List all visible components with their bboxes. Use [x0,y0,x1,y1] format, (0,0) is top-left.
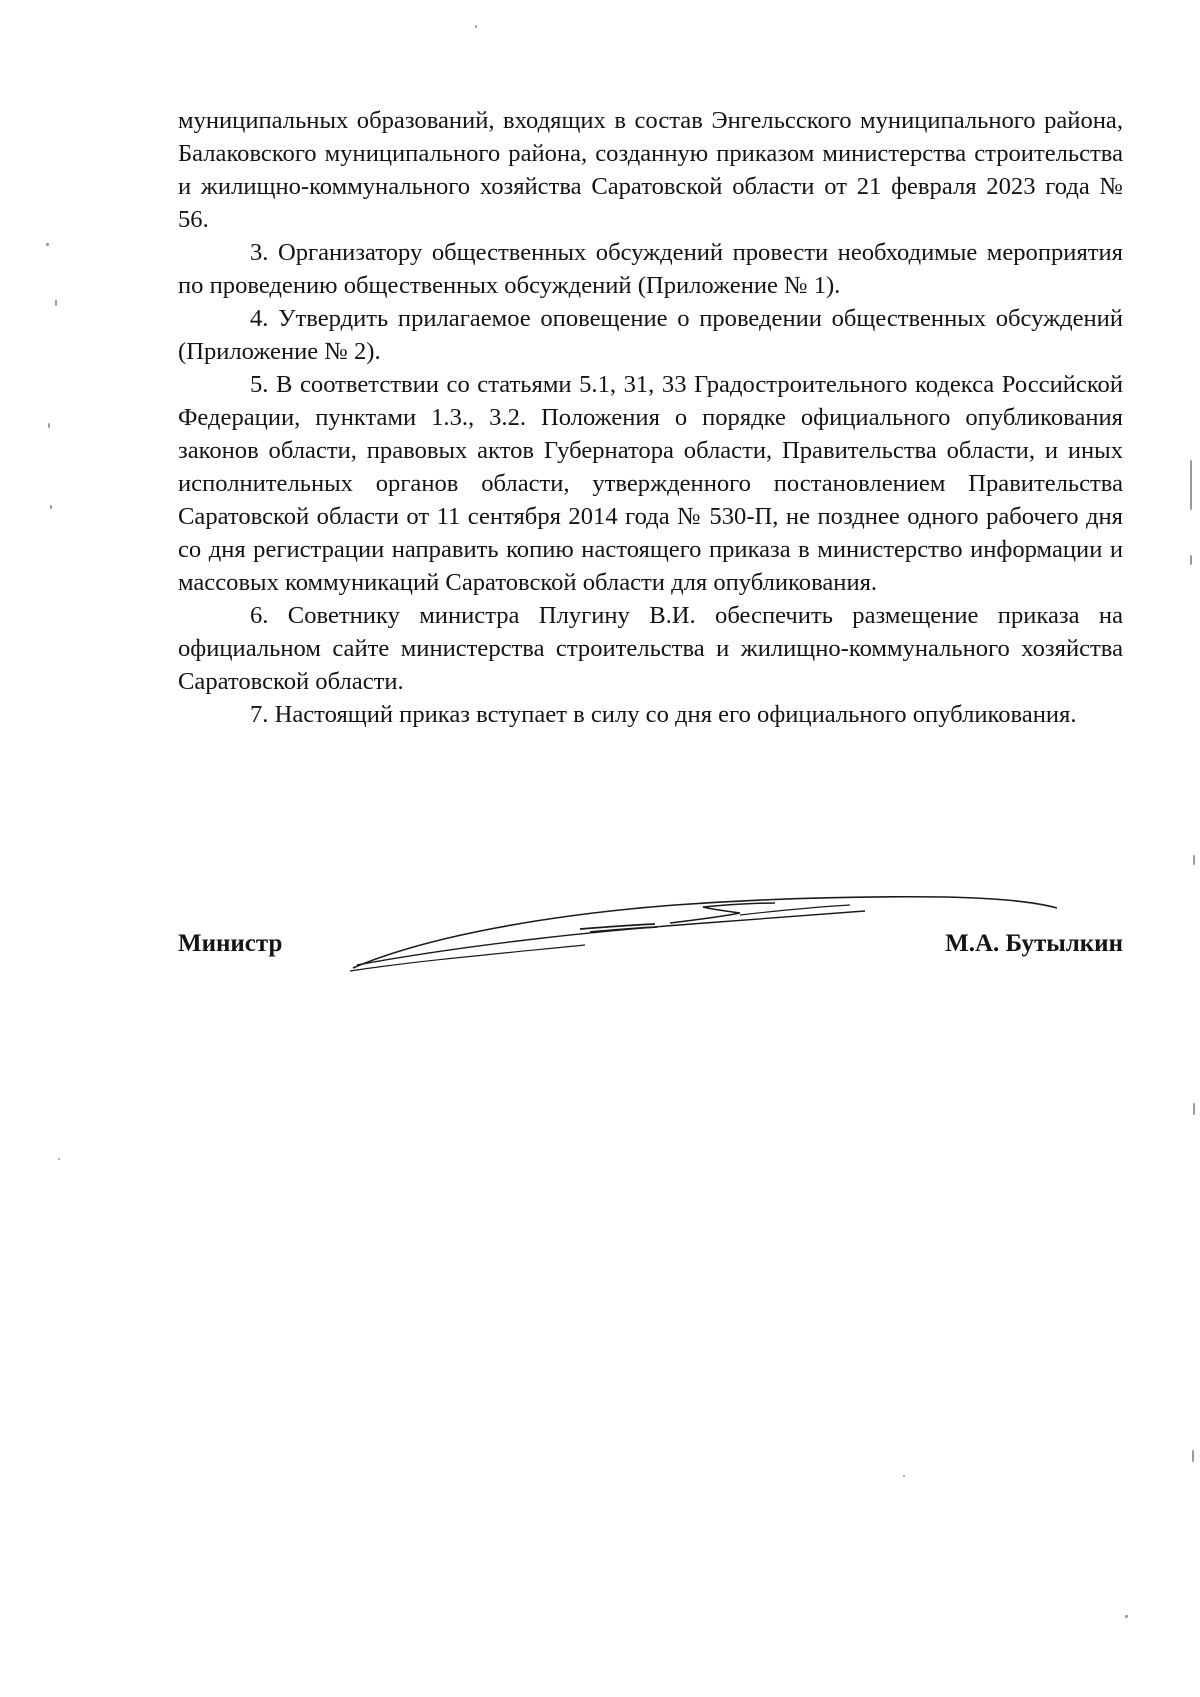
paragraph-item-4: 4. Утвердить прилагаемое оповещение о проведении общественных обсуждений (Приложение № 2). [178,305,1123,365]
paragraph-item-3: 3. Организатору общественных обсуждений провести необходимые мероприятия по проведению общественных обсуждений (Приложение № 1). [178,239,1123,299]
scan-speck [1190,555,1192,565]
scan-speck [903,1475,905,1477]
paragraph-item-7: 7. Настоящий приказ вступает в силу со дня его официального опубликования. [250,701,1077,728]
paragraph-item-6: 6. Советнику министра Плугину В.И. обеспечить размещение приказа на официальном сайте министерства строительства и жилищно-коммунального хозяйства Саратовской области. [178,602,1123,695]
scan-speck [50,505,52,509]
scan-speck [55,300,57,306]
scan-speck [1190,460,1192,510]
scan-speck [58,1158,60,1160]
scan-speck [1193,1103,1195,1115]
scan-speck [46,243,49,246]
scan-speck [1193,855,1195,865]
scan-speck [48,423,50,428]
scan-speck [475,25,477,28]
paragraph-item-5: 5. В соответствии со статьями 5.1, 31, 33 Градостроительного кодекса Российской Федерации, пунктами 1.3., 3.2. Положения о порядке официального опубликования законов области, правовых актов Губернатора области, Правительства области, и иных исполнительных органов области, утвержденного постановлением Правительства Саратовской области от 11 сентября 2014 года № 530-П, не позднее одного рабочего дня со дня регистрации направить копию настоящего приказа в министерство информации и массовых коммуникаций Саратовской области для опубликования. [178,371,1123,596]
handwritten-signature [345,895,1065,975]
scan-speck [1125,1615,1128,1618]
signatory-title: Министр [178,930,283,957]
signatory-name: М.А. Бутылкин [945,930,1123,957]
document-body [178,104,1123,731]
paragraph-continuation: муниципальных образований, входящих в состав Энгельсского муниципального района, Балаковского муниципального района, созданную приказом министерства строительства и жилищно-коммунального хозяйства Саратовской области от 21 февраля 2023 года № 56. [178,107,1123,233]
scan-speck [1192,1450,1194,1462]
